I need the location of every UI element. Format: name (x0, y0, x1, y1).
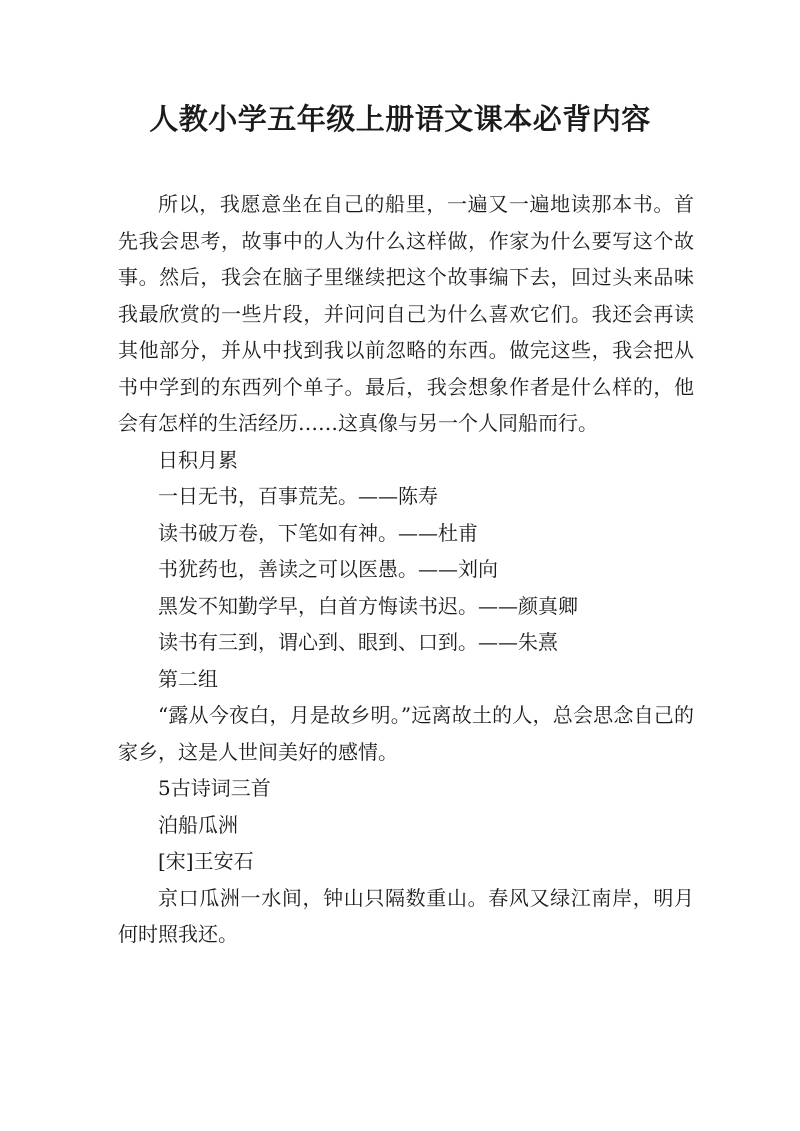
group-two-paragraph: “露从今夜白，月是故乡明。”远离故土的人，总会思念自己的家乡，这是人世间美好的感情。 (118, 703, 694, 764)
document-body (118, 186, 694, 953)
quote-line: 读书破万卷，下笔如有神。——杜甫 (158, 520, 478, 545)
document-title: 人教小学五年级上册语文课本必背内容 (149, 102, 651, 136)
quote-line: 黑发不知勤学早，白首方悔读书迟。——颜真卿 (158, 593, 578, 618)
intro-paragraph: 所以，我愿意坐在自己的船里，一遍又一遍地读那本书。首先我会思考，故事中的人为什么这样做，作家为什么要写这个故事。然后，我会在脑子里继续把这个故事编下去，回过头来品味我最欣赏的一些片段，并问问自己为什么喜欢它们。我还会再读其他部分，并从中找到我以前忽略的东西。做完这些，我会把从书中学到的东西列个单子。最后，我会想象作者是什么样的，他会有怎样的生活经历……这真像与另一个人同船而行。 (118, 192, 694, 435)
poem-text: 京口瓜洲一水间，钟山只隔数重山。春风又绿江南岸，明月何时照我还。 (118, 885, 694, 946)
quote-line: 书犹药也，善读之可以医愚。——刘向 (158, 557, 498, 581)
section-heading-daily-accumulation: 日积月累 (158, 447, 238, 472)
lesson-heading: 5古诗词三首 (158, 776, 271, 800)
quote-line: 读书有三到，谓心到、眼到、口到。——朱熹 (158, 630, 558, 654)
poem-title: 泊船瓜洲 (158, 812, 238, 837)
quote-line: 一日无书，百事荒芜。——陈寿 (158, 484, 438, 508)
section-heading-group-two: 第二组 (158, 666, 218, 691)
poem-author: [宋]王安石 (158, 849, 254, 873)
